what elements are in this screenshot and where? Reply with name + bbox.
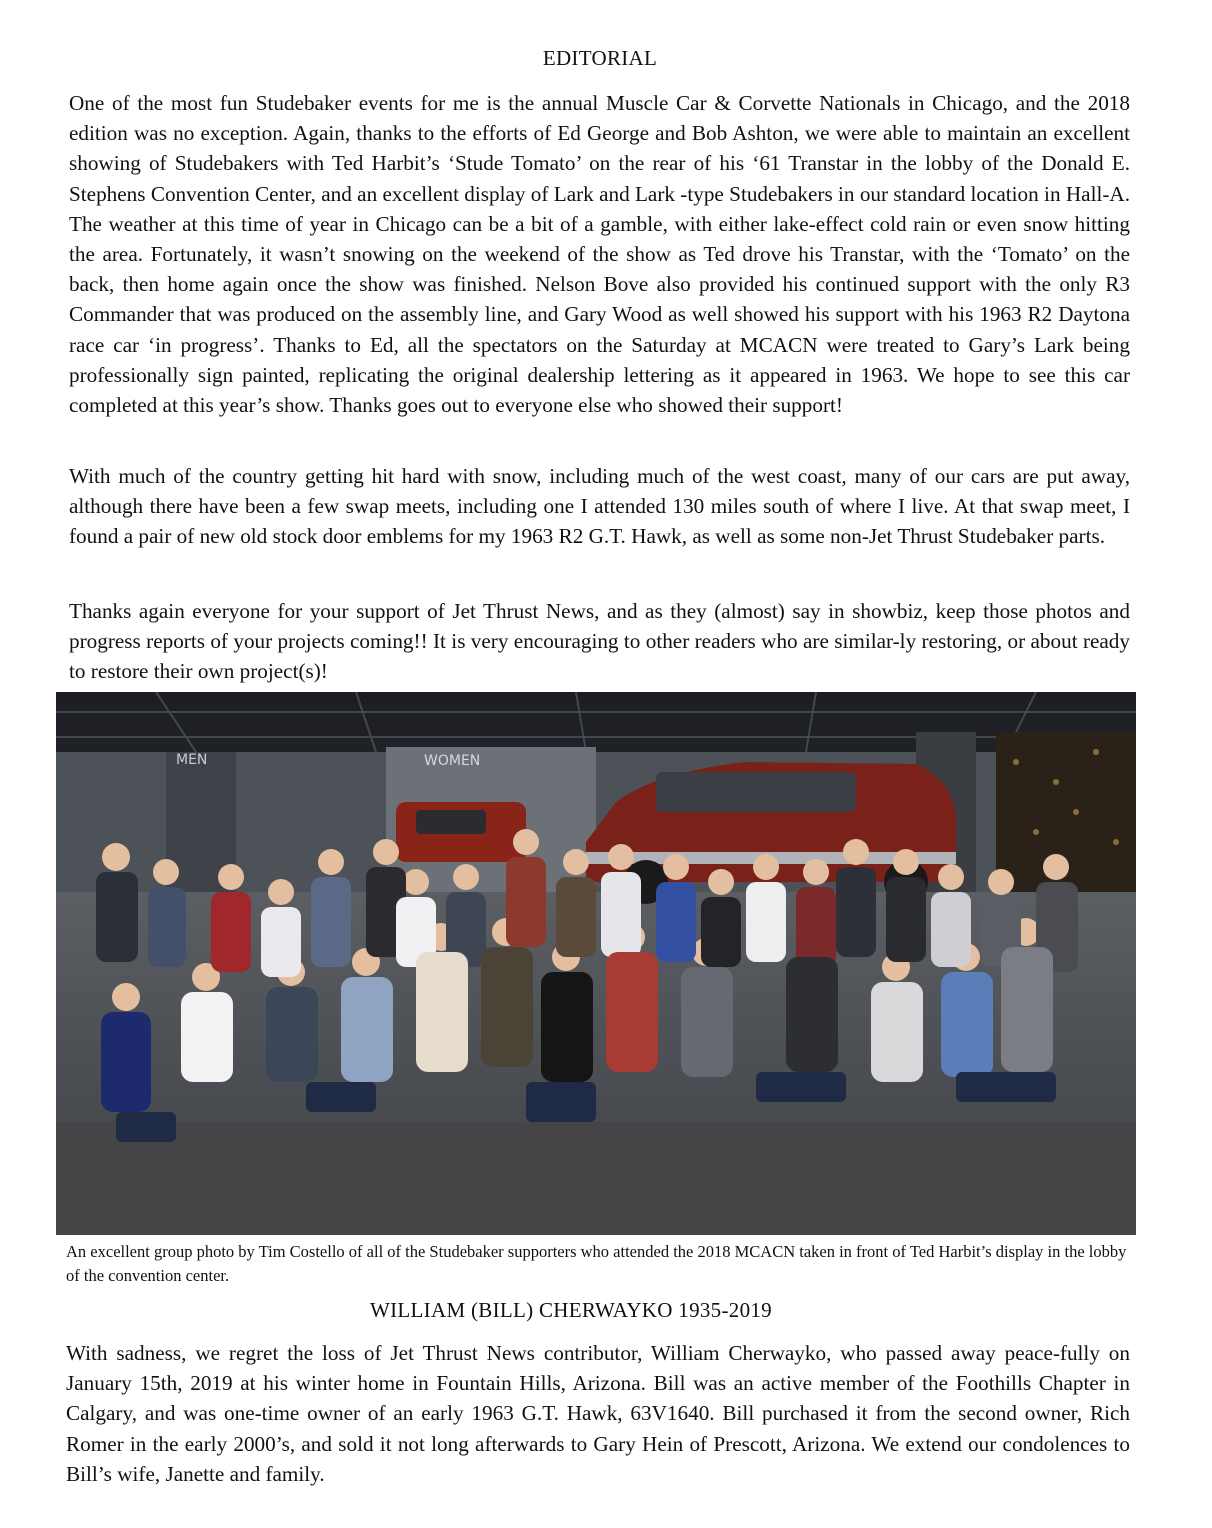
men-sign: MEN: [176, 752, 208, 768]
editorial-paragraph-1: One of the most fun Studebaker events for me is the annual Muscle Car & Corvette Nationals in Chicago, and the 2018 edition was no exception. Again, thanks to the efforts of Ed George and Bob Ashton, we were able to maintain an excellent showing of Studebakers with Ted Harbit’s ‘Stude Tomato’ on the rear of his ‘61 Transtar in the lobby of the Donald E. Stephens Convention Center, and an excellent display of Lark and Lark -type Studebakers in our standard location in Hall-A. The weather at this time of year in Chicago can be a bit of a gamble, with either lake-effect cold rain or even snow hitting the area. Fortunately, it wasn’t snowing on the weekend of the show as Ted drove his Transtar, with the ‘Tomato’ on the back, then home again once the show was finished. Nelson Bove also provided his continued support with the only R3 Commander that was produced on the assembly line, and Gary Wood as well showed his support with his 1963 R2 Daytona race car ‘in progress’. Thanks to Ed, all the spectators on the Saturday at MCACN were treated to Gary’s Lark being professionally sign painted, replicating the original dealership lettering as it appeared in 1963. We hope to see this car completed at this year’s show. Thanks goes out to everyone else who showed their support!: [69, 91, 1130, 418]
obituary-heading: WILLIAM (BILL) CHERWAYKO 1935-2019: [370, 1298, 772, 1322]
red-truck: [396, 802, 526, 862]
editorial-paragraph-2: With much of the country getting hit hard with snow, including much of the west coast, many of our cars are put away, although there have been a few swap meets, including one I attended 130 miles south of where I live. At that swap meet, I found a pair of new old stock door emblems for my 1963 R2 G.T. Hawk, as well as some non-Jet Thrust Studebaker parts.: [69, 464, 1130, 549]
photo-caption: An excellent group photo by Tim Costello of all of the Studebaker supporters who attended the 2018 MCACN taken in front of Ted Harbit’s display in the lobby of the convention center.: [66, 1242, 1127, 1285]
group-photo-illustration: [56, 692, 1136, 1235]
editorial-paragraph-3: Thanks again everyone for your support of Jet Thrust News, and as they (almost) say in showbiz, keep those photos and progress reports of your projects coming!! It is very encouraging to other readers who are similar-ly restoring, or about ready to restore their own project(s)!: [69, 599, 1130, 684]
women-sign: WOMEN: [424, 753, 481, 769]
group-photo: [56, 692, 1136, 1235]
editorial-heading: EDITORIAL: [542, 46, 658, 70]
obituary-paragraph: With sadness, we regret the loss of Jet Thrust News contributor, William Cherwayko, who passed away peace-fully on January 15th, 2019 at his winter home in Fountain Hills, Arizona. Bill was an active member of the Foothills Chapter in Calgary, and was one-time owner of an early 1963 G.T. Hawk, 63V1640. Bill purchased it from the second owner, Rich Romer in the early 2000’s, and sold it not long afterwards to Gary Hein of Prescott, Arizona. We extend our condolences to Bill’s wife, Janette and family.: [66, 1341, 1130, 1486]
